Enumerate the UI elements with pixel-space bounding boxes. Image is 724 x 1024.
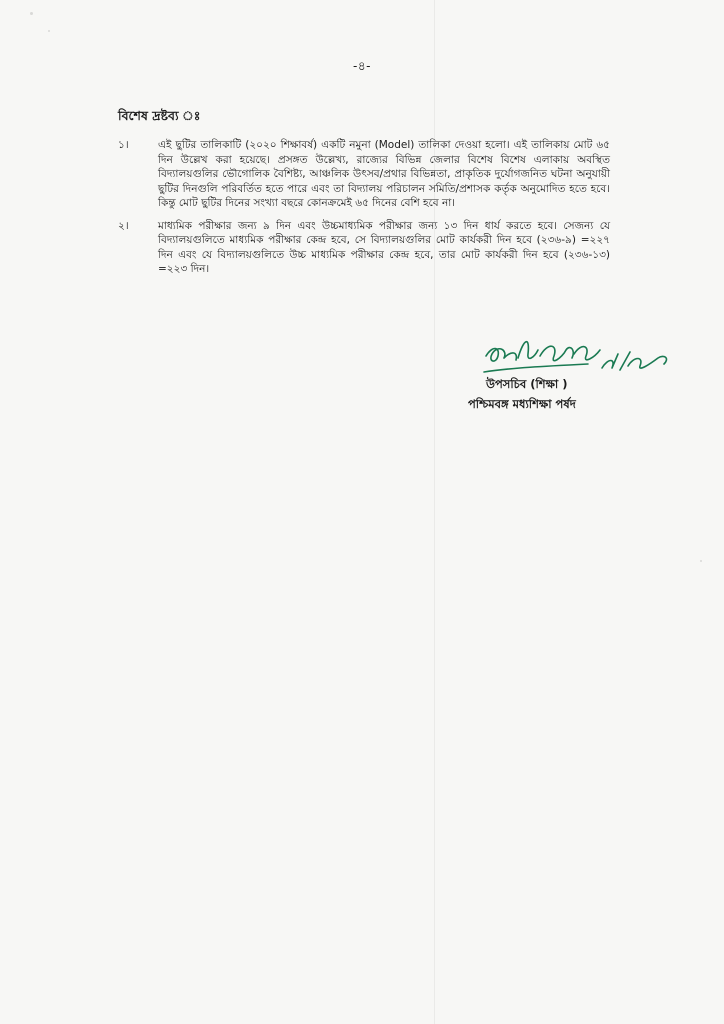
note-text: মাধ্যমিক পরীক্ষার জন্য ৯ দিন এবং উচ্চমাধ্যমিক পরীক্ষার জন্য ১৩ দিন ধার্য করতে হবে। সেজন্য যে বিদ্যালয়গুলিতে মাধ্যমিক পরীক্ষার কেন্দ্র হবে, সে বিদ্যালয়গুলির মোট কার্যকরী দিন হবে (২৩৬-৯) =২২৭ দিন এবং যে বিদ্যালয়গুলিতে উচ্চ মাধ্যমিক পরীক্ষার কেন্দ্র হবে, তার মোট কার্যকরী দিন হবে (২৩৬-১৩) =২২৩ দিন। [158, 219, 610, 275]
page-number: -৪- [353, 59, 371, 73]
scan-speck [30, 12, 33, 15]
signatory-designation: উপসচিব (শিক্ষা ) [486, 377, 568, 391]
notes-list [118, 138, 610, 285]
scan-speck [48, 30, 50, 32]
note-text: এই ছুটির তালিকাটি (২০২০ শিক্ষাবর্ষ) একটি নমুনা (Model) তালিকা দেওয়া হলো। এই তালিকায় মোট ৬৫ দিন উল্লেখ করা হয়েছে। প্রসঙ্গত উল্লেখ্য, রাজ্যের বিভিন্ন জেলার বিশেষ বিশেষ এলাকায় অবস্থিত বিদ্যালয়গুলির ভৌগোলিক বৈশিষ্ট্য, আঞ্চলিক উৎসব/প্রথার বিভিন্নতা, প্রাকৃতিক দুর্যোগজনিত ঘটনা অনুযায়ী ছুটির দিনগুলি পরিবর্তিত হতে পারে এবং তা বিদ্যালয় পরিচালন সমিতি/প্রশাসক কর্তৃক অনুমোদিত হতে হবে। কিন্তু মোট ছুটির দিনের সংখ্যা বছরে কোনক্রমেই ৬৫ দিনের বেশি হবে না। [158, 139, 610, 209]
note-number: ১। [118, 139, 129, 151]
scan-speck [700, 560, 702, 562]
note-item [118, 219, 610, 277]
special-notes-heading: বিশেষ দ্রষ্টব্য ঃ [118, 108, 201, 123]
signatory-organization: পশ্চিমবঙ্গ মধ্যশিক্ষা পর্ষদ [468, 397, 576, 411]
note-item [118, 138, 610, 211]
note-number: ২। [118, 219, 129, 232]
